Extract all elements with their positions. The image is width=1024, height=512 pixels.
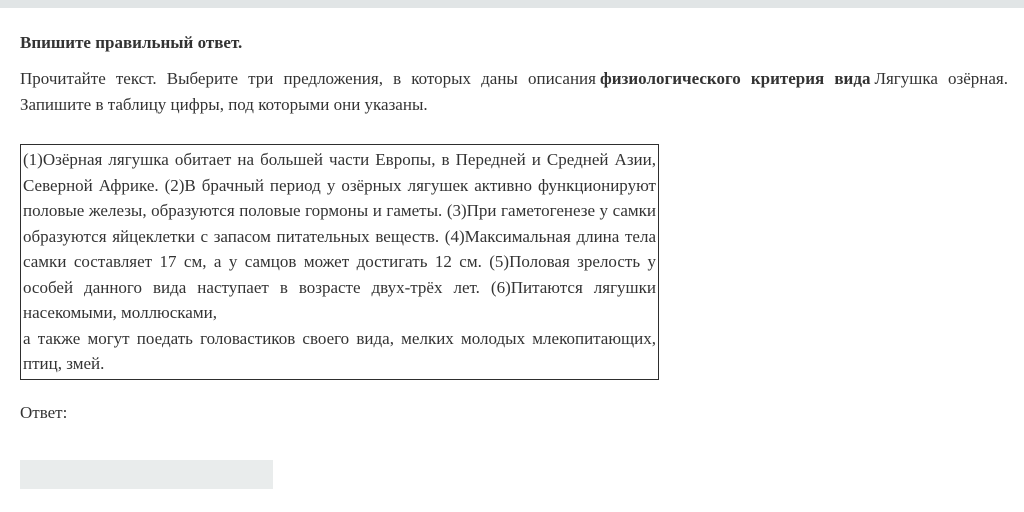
answer-label: Ответ: bbox=[20, 402, 68, 422]
instruction-before: Прочитайте текст. Выберите три предложения, в которых даны описания bbox=[20, 69, 596, 88]
instruction-after: Лягушка озёрная. Запишите в таблицу цифры, под которыми они указаны. bbox=[20, 69, 1009, 114]
top-bar bbox=[0, 0, 1024, 8]
criterion-bold-phrase: физиологического критерия вида bbox=[599, 69, 871, 88]
instruction-text bbox=[20, 66, 1008, 118]
answer-input[interactable] bbox=[20, 460, 273, 489]
passage-box bbox=[20, 144, 659, 380]
passage-paragraph-1: (1)Озёрная лягушка обитает на большей части Европы, в Передней и Средней Азии, Северной Африке. (2)В брачный период у озёрных лягушек активно функционируют половые железы, образуются половые гормоны и гаметы. (3)При гаметогенезе у самки образуются яйцеклетки с запасом питательных веществ. (4)Максимальная длина тела самки составляет 17 см, а у самцов может достигать 12 см. (5)Половая зрелость у особей данного вида наступает в возрасте двух-трёх лет. (6)Питаются лягушки насекомыми, моллюсками, bbox=[23, 150, 656, 322]
question-area bbox=[0, 30, 1024, 489]
question-heading: Впишите правильный ответ. bbox=[20, 33, 243, 52]
passage-paragraph-2: а также могут поедать головастиков своего вида, мелких молодых млекопитающих, птиц, змей. bbox=[23, 328, 656, 373]
